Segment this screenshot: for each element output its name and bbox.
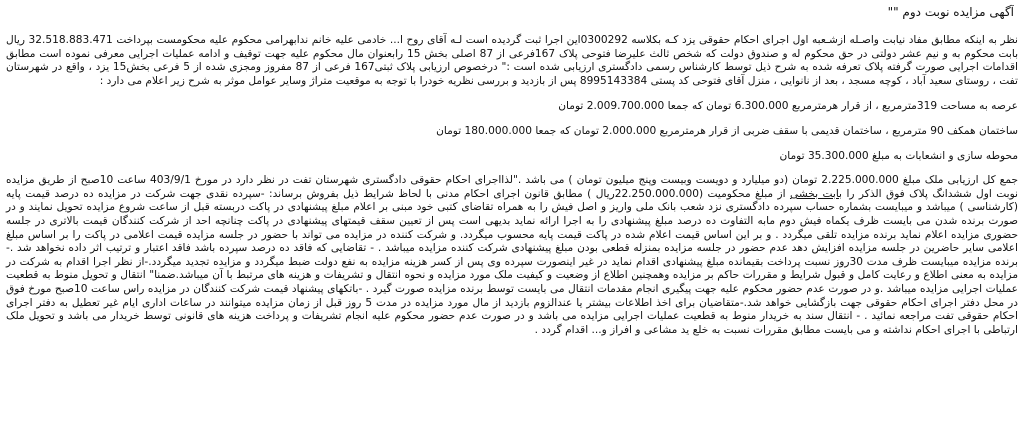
valuation-item-building: ساختمان همکف 90 مترمربع ، ساختمان قدیمی با سقف ضربی از قرار هرمترمربع 2.000.000 تومان که جمعا 180.000.000 تومان xyxy=(436,124,1018,137)
conditions-underlined-text: بابت بخشی xyxy=(789,187,843,200)
notice-title: آگهی مزایده نوبت دوم "" xyxy=(887,5,1014,19)
conditions-text-start: جمع کل ارزیابی ملک مبلغ 2.225.000.000 تومان (دو میلیارد و دویست وبیست وپنج میلیون تومان ) می باشد ."لذااجرای احکام حقوقی دادگستری شهرستان تفت در نظر دارد در مورخ 403/9/1 ساعت 10صبح از طریق مزایده نوبت اول ششدانگ پلاک فوق الذکر را xyxy=(6,174,1018,200)
conditions-text-rest: از مبلغ محکومیت (22.250.000.000ریال ) مطابق قانون اجرای احکام مدنی با لحاظ شرایط ذیل بفروش برساند: -سپرده نقدی جهت شرکت در مزایده ده درصد قیمت پایه (کارشناسی ) میباشد و میبایست بشماره حساب سپرده دادگستری نزد شعب بانک ملی واریز و اصل فیش را به همراه تقاضای کتبی خود مبنی بر اعلام مبلغ پیشنهادی در پاکت دربسته قبل از ساعت شروع مزایده تحویل نمایند و در صورت برنده شدن می بایست ظرف یکماه فیش دوم مابه التفاوت ده درصد مبلغ پیشنهادی را به اجرا ارائه نماید بدیهی است پس از تعیین سقف قیمتهای پیشنهادی در پاکت چنانچه احد از شرکت کنندگان قیمت بالاتری در جلسه حضوری مزایده اعلام نماید برنده مزایده تلقی میگردد . و بر این اساس قیمت اعلام شده در پاکت قیمت پایه محسوب میگردد. و شرکت کننده در مزایده می تواند با حضور در جلسه مزایده قیمت اعلامی در پاکت را بر اساس مبلغ اعلامی سایر حاضرین در جلسه مزایده افزایش دهد عدم حضور در جلسه مزایده بمنزله قطعی بودن مبلغ پیشنهادی شرکت کننده مزایده میباشد . - تقاضایی که فاقد ده درصد سپرده باشد فاقد اعتبار و ترتیب اثر داده نخواهد شد .-برنده مزایده میبایست ظرف مدت 30روز نسبت پرداخت بقیمانده مبلغ پیشنهادی اقدام نماید در غیر اینصورت سپرده وی پس از کسر هزینه مزایده به نفع دولت ضبط میگردد و مزایده تجدید میگردد.-از نظر اجرا اقدام به شرکت در مزایده به معنی اطلاع و رعایت کامل و قبول شرایط و مقررات حاکم بر مزایده وهمچنین اطلاع از وضعیت و کیفیت ملک مورد مزایده و نحوه انتقال و تشریفات و هزینه های مرتبط با آن میباشد.ضمنا" انتقال و تحویل منوط به قطعیت عملیات اجرایی مزایده میباشد .و در صورت عدم حضور محکوم علیه جهت پیگیری انجام مقدمات انتقال می بایست توسط برنده مزایده صورت گیرد . -باتکهای پیشنهاد قیمت شرکت کنندگان در مزایده راس ساعت 10صبح مورخ فوق در محل دفتر اجرای احکام حقوقی جهت بازگشایی خواهد شد.-متقاضیان برای اخذ اطلاعات بیشتر یا عندالزوم بازدید از مال مورد مزایده در مدت 5 روز قبل از زمان مزایده میتوانند در ساعات اداری ایام غیر تعطیل به دفتر اجرای احکام حقوقی تفت مراجعه نمائید . - انتقال سند به خریدار منوط به قطعیت عملیات اجرایی مزایده می باشد و در صورت عدم حضور محکوم علیه انجام تشریفات و پرداخت هزینه های قانونی توسط خریدار می باشد و تحویل ملک ارتباطی با اجرای احکام نداشته و می بایست مطابق مقررات نسبت به خلع ید مشاعی و افراز و... اقدام گردد . xyxy=(6,187,1018,336)
valuation-item-landscaping: محوطه سازی و انشعابات به مبلغ 35.300.000 تومان xyxy=(779,149,1018,162)
notice-intro-paragraph: نظر به اینکه مطابق مفاد نیابت واصـله ازشـعبه اول اجرای احکام حقوقی یزد کـه بکلاسه 0300292این اجرا ثبت گردیده است لـه آقای روح ا... خادمی علیه خانم ندابهرامی محکوم علیه محکومست بپرداخت 32.518.883.471 ریال بابت محکوم به و نیم عشر دولتی در حق محکوم له و صندوق دولت که شخص ثالث علیرضا فتوحی پلاک 167فرعی از 87 اصلی بخش 15 رابعنوان مال محکوم علیه جهت توقیف و ادامه عملیات اجرایی معرفی نموده است مطابق اقدامات اجرایی صورت گرفته پلاک تعرفه شده به شرح ذیل توسط کارشناس رسمی دادگستری ارزیابی شده است :" درخصوص ارزیابی پلاک ثبتی167 فرعی از 87 مفروز ومجزی شده از 5 فرعی بخش15 یزد ، واقع در شهرستان تفت ، روستای سعید آباد ، کوچه مسجد ، بعد از نانوایی ، منزل آقای فتوحی کد پستی 8995143384 پس از بازدید و بررسی نظریه خودرا با توجه به موقعیت متراژ وسایر عوامل موثر به شرح زیر اعلام می دارد : xyxy=(6,34,1019,87)
valuation-item-land: عرصه به مساحت 319مترمربع ، از قرار هرمترمربع 6.300.000 تومان که جمعا 2.009.700.000 تومان xyxy=(558,100,1018,113)
notice-conditions-paragraph xyxy=(6,174,1018,337)
